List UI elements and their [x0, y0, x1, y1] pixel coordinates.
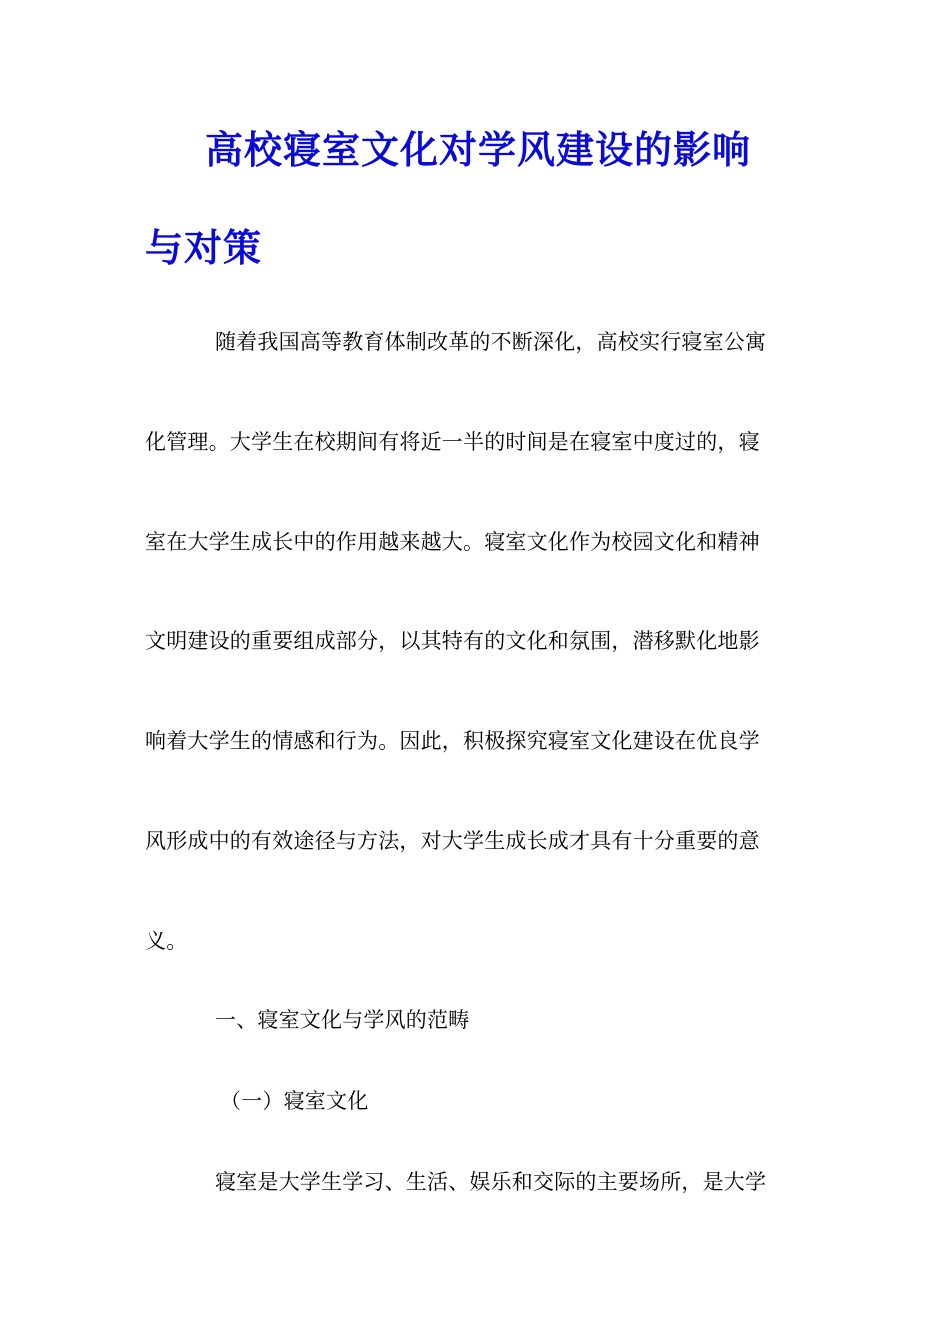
document-title-line-2: 与对策	[145, 225, 263, 270]
intro-paragraph-line-4: 文明建设的重要组成部分，以其特有的文化和氛围，潜移默化地影	[145, 629, 760, 653]
section-paragraph-line-1: 寝室是大学生学习、生活、娱乐和交际的主要场所，是大学	[215, 1170, 767, 1194]
intro-paragraph-line-6: 风形成中的有效途径与方法，对大学生成长成才具有十分重要的意	[145, 829, 760, 853]
subsection-heading: （一）寝室文化	[220, 1089, 369, 1113]
intro-paragraph-line-1: 随着我国高等教育体制改革的不断深化，高校实行寝室公寓	[215, 330, 767, 354]
intro-paragraph-line-7: 义。	[145, 929, 188, 953]
intro-paragraph-line-2: 化管理。大学生在校期间有将近一半的时间是在寝室中度过的，寝	[145, 430, 760, 454]
document-title-line-1: 高校寝室文化对学风建设的影响	[205, 127, 752, 172]
intro-paragraph-line-3: 室在大学生成长中的作用越来越大。寝室文化作为校园文化和精神	[145, 530, 760, 554]
intro-paragraph-line-5: 响着大学生的情感和行为。因此，积极探究寝室文化建设在优良学	[145, 729, 760, 753]
section-heading: 一、寝室文化与学风的范畴	[215, 1008, 470, 1032]
